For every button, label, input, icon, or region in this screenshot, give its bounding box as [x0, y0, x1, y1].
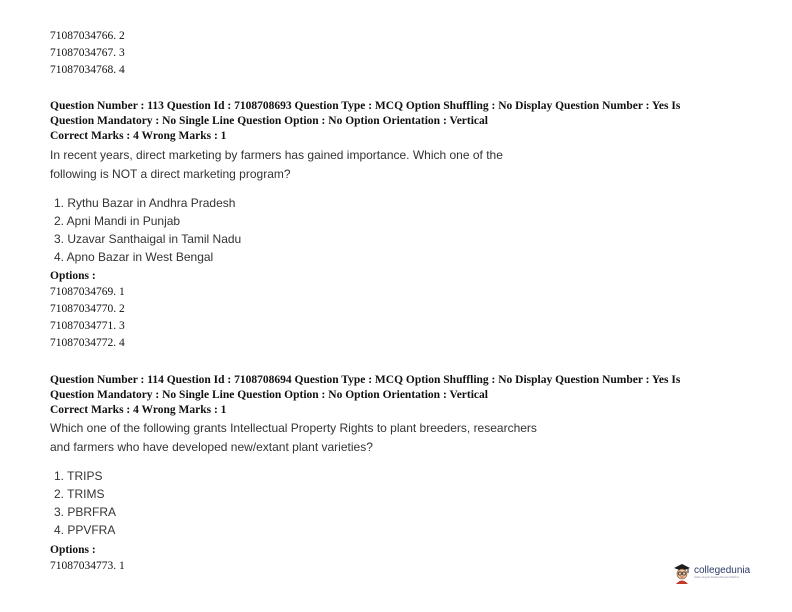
question-marks: Correct Marks : 4 Wrong Marks : 1	[50, 404, 227, 416]
question-header: Question Number : 114 Question Id : 7108708694 Question Type : MCQ Option Shuffling : No Display Question Number : Yes Is	[50, 374, 681, 386]
question-text: Which one of the following grants Intellectual Property Rights to plant breeders, researchers	[50, 421, 537, 435]
logo-tagline: India's largest Student Review Platform	[694, 576, 740, 580]
graduate-mascot-icon	[672, 562, 692, 584]
option-id: 71087034773. 1	[50, 560, 125, 572]
question-header: Question Mandatory : No Single Line Question Option : No Option Orientation : Vertical	[50, 115, 488, 127]
question-text: In recent years, direct marketing by farmers has gained importance. Which one of the	[50, 148, 503, 162]
options-label: Options :	[50, 544, 96, 556]
answer-choice: 4. Apno Bazar in West Bengal	[54, 250, 214, 264]
answer-choice: 3. Uzavar Santhaigal in Tamil Nadu	[54, 232, 242, 246]
option-id: 71087034767. 3	[50, 47, 125, 59]
question-text: and farmers who have developed new/extant plant varieties?	[50, 440, 373, 454]
option-id: 71087034766. 2	[50, 30, 125, 42]
question-marks: Correct Marks : 4 Wrong Marks : 1	[50, 130, 227, 142]
answer-choice: 2. TRIMS	[54, 487, 105, 501]
question-text: following is NOT a direct marketing program?	[50, 167, 291, 181]
option-id: 71087034772. 4	[50, 337, 125, 349]
collegedunia-logo	[672, 561, 756, 585]
option-id: 71087034770. 2	[50, 303, 125, 315]
option-id: 71087034768. 4	[50, 64, 125, 76]
option-id: 71087034771. 3	[50, 320, 125, 332]
options-label: Options :	[50, 270, 96, 282]
question-header: Question Number : 113 Question Id : 7108708693 Question Type : MCQ Option Shuffling : No Display Question Number : Yes Is	[50, 100, 681, 112]
answer-choice: 3. PBRFRA	[54, 505, 117, 519]
question-header: Question Mandatory : No Single Line Question Option : No Option Orientation : Vertical	[50, 389, 488, 401]
option-id: 71087034769. 1	[50, 286, 125, 298]
answer-choice: 1. Rythu Bazar in Andhra Pradesh	[54, 196, 236, 210]
logo-name: collegedunia	[694, 565, 751, 577]
answer-choice: 4. PPVFRA	[54, 523, 116, 537]
answer-choice: 2. Apni Mandi in Punjab	[54, 214, 181, 228]
answer-choice: 1. TRIPS	[54, 469, 103, 483]
